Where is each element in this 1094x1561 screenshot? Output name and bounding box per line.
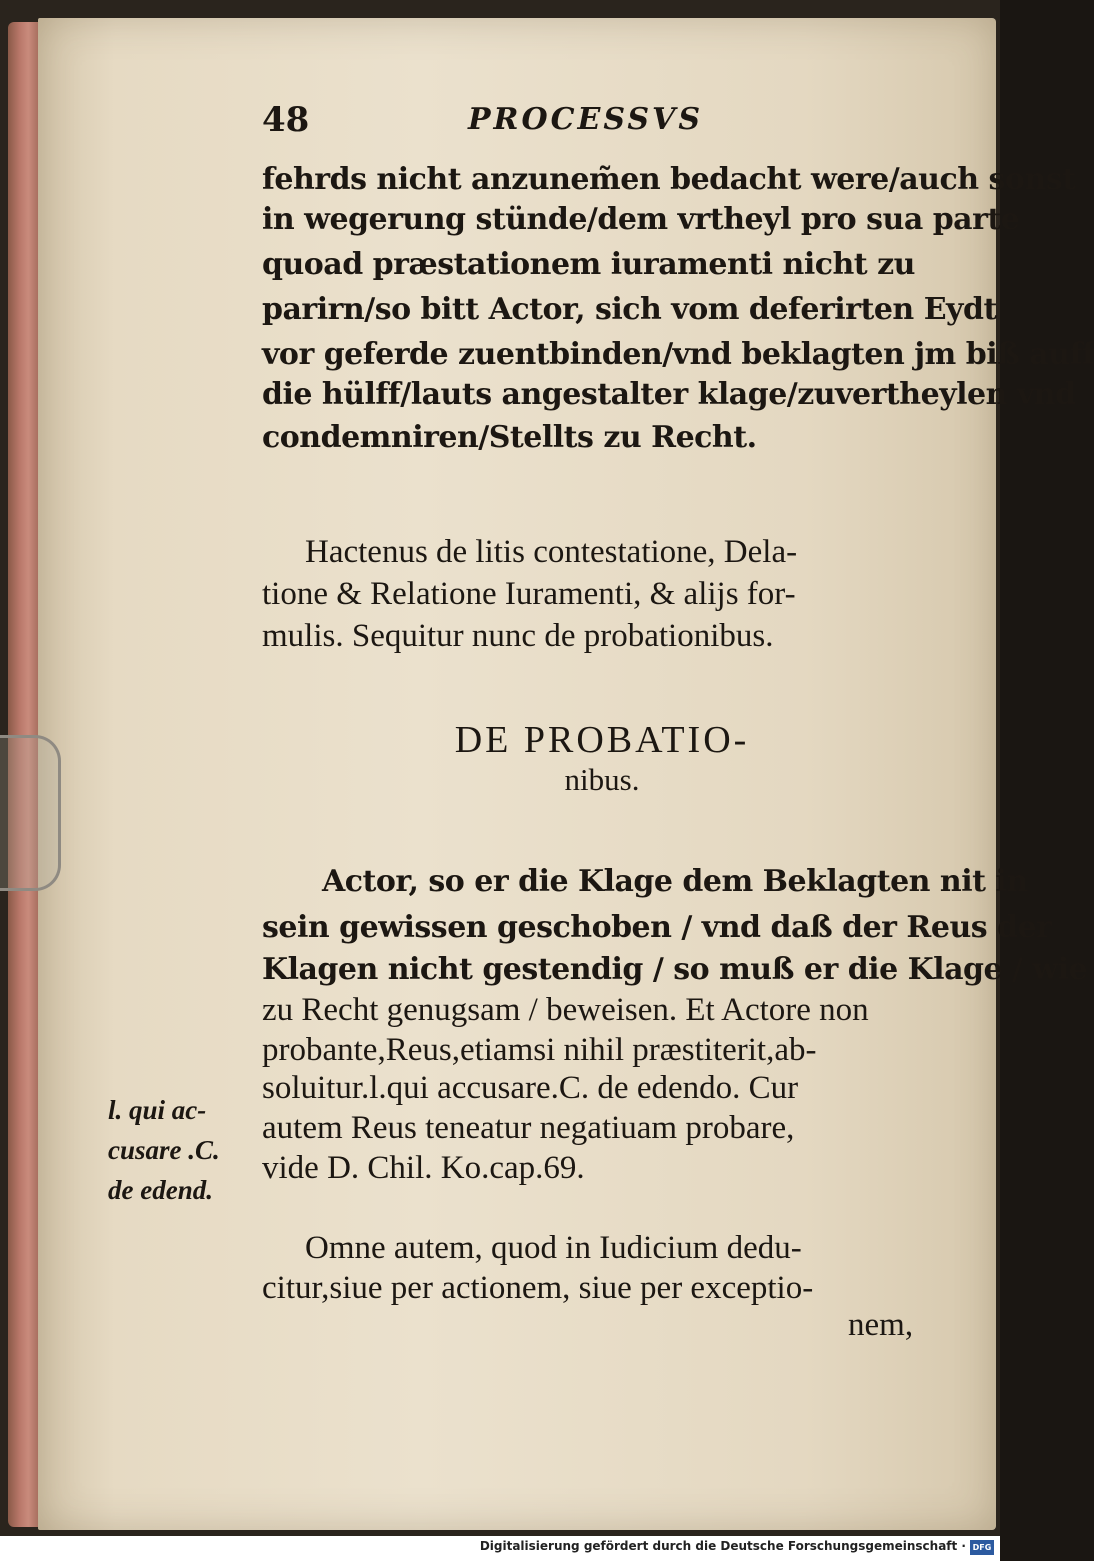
running-title: PROCESSVS [468, 102, 703, 137]
text-line: tione & Relatione Iuramenti, & alijs for- [262, 576, 796, 612]
text-line: fehrds nicht anzunem̃en bedacht were/auch sonst [262, 162, 1076, 197]
text-line: Klagen nicht gestendig / so muß er die Klage / wie [262, 952, 1088, 987]
text-line: zu Recht genugsam / beweisen. Et Actore non [262, 992, 869, 1028]
text-line: in wegerung stünde/dem vrtheyl pro sua parte [262, 202, 1020, 237]
text-line: die hülff/lauts angestalter klage/zuvertheylen vnd [262, 377, 1076, 412]
page-number: 48 [262, 100, 310, 140]
page-clip [0, 735, 61, 891]
text-line: citur,siue per actionem, siue per exceptio- [262, 1270, 814, 1306]
text-line: sein gewissen geschoben / vnd daß der Reus der [262, 910, 1052, 945]
text-line: quoad præstationem iuramenti nicht zu [262, 247, 915, 282]
footer-bar [0, 1536, 1000, 1561]
text-line: vor geferde zuentbinden/vnd beklagten jm biß auff [262, 337, 1094, 372]
section-subheading: nibus. [564, 762, 640, 797]
marginal-note-line: cusare .C. [108, 1135, 220, 1165]
text-line: probante,Reus,etiamsi nihil præstiterit,ab- [262, 1032, 817, 1068]
text-line: parirn/so bitt Actor, sich vom deferirten Eydt [262, 292, 997, 327]
text-line: soluitur.l.qui accusare.C. de edendo. Cur [262, 1070, 799, 1106]
marginal-note-line: l. qui ac- [108, 1095, 207, 1125]
funding-credit: Digitalisierung gefördert durch die Deutsche Forschungsgemeinschaft · [479, 1539, 966, 1553]
page-header [262, 100, 952, 144]
marginal-note-line: de edend. [108, 1175, 213, 1205]
text-line: condemniren/Stellts zu Recht. [262, 420, 757, 455]
text-line: autem Reus teneatur negatiuam probare, [262, 1110, 795, 1146]
text-line: vide D. Chil. Ko.cap.69. [262, 1150, 585, 1186]
dfg-logo-icon: DFG [970, 1540, 994, 1555]
text-line: Hactenus de litis contestatione, Dela- [305, 534, 798, 570]
text-line: Actor, so er die Klage dem Beklagten nit in [322, 864, 1028, 899]
catchword: nem, [848, 1307, 914, 1343]
text-line: Omne autem, quod in Iudicium dedu- [305, 1230, 802, 1266]
section-heading: DE PROBATIO- [454, 719, 750, 761]
text-line: mulis. Sequitur nunc de probationibus. [262, 618, 774, 654]
